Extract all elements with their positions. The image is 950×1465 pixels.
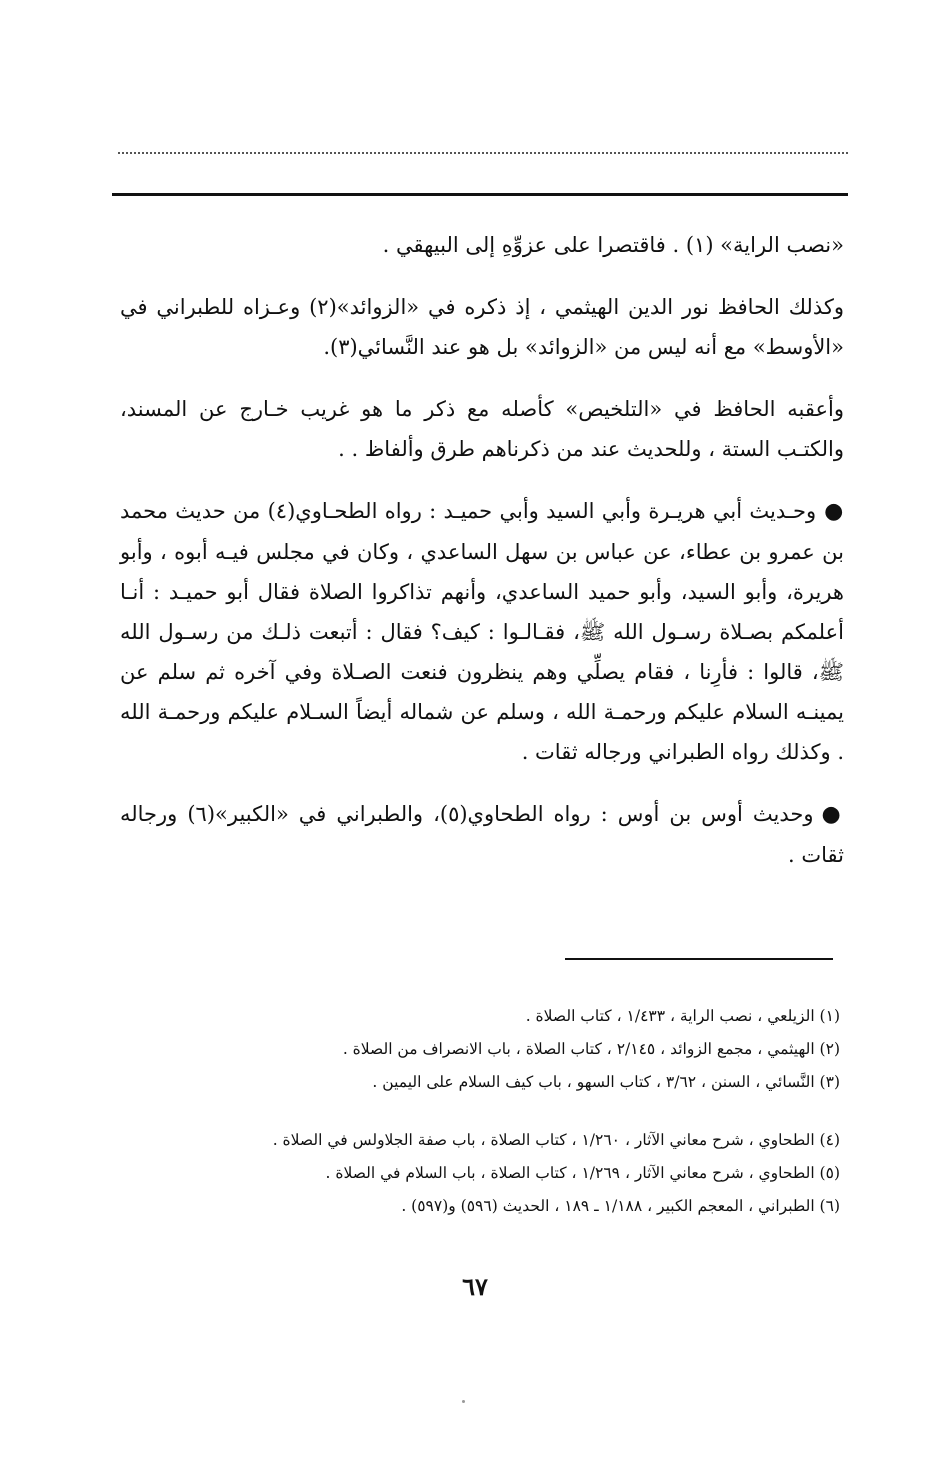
paragraph-3: وأعقبه الحافظ في «التلخيص» كأصله مع ذكر ما هو غريب خـارج عن المسند، والكتـب الستة ، وللحديث عند من ذكرناهم طرق وألفاظ . . — [120, 397, 844, 461]
paragraph-2: وكذلك الحافظ نور الدين الهيثمي ، إذ ذكره في «الزوائد»(٢) وعـزاه للطبراني في «الأوسط» مع أنه ليس من «الزوائد» بل هو عند النَّسائي(٣). — [120, 295, 844, 359]
paragraph-5-text: وحديث أوس بن أوس : رواه الطحاوي(٥)، والطبراني في «الكبير»(٦) ورجاله ثقات . — [120, 802, 844, 867]
footnote-3: (٣) النَّسائي ، السنن ، ٣/٦٢ ، كتاب السهو ، باب كيف السلام على اليمين . — [372, 1073, 840, 1091]
paragraph-1: «نصب الراية» (١) . فاقتصرا على عزوِّهِ إلى البيهقي . — [382, 233, 844, 257]
footnote-4: (٤) الطحاوي ، شرح معاني الآثار ، ١/٢٦٠ ، كتاب الصلاة ، باب صفة الجلاولس في الصلاة . — [272, 1131, 840, 1149]
top-dotted-line — [118, 152, 848, 154]
paragraph-4-text: وحـديث أبي هريـرة وأبي السيد وأبي حميـد : رواه الطحـاوي(٤) من حديث محمد بن عمرو بن عطاء، عن عباس بن سهل الساعدي ، وكان في مجلس فيـه أبوه ، وأبو هريرة، وأبو السيد، وأبو حميد الساعدي، وأنهم تذاكروا الصلاة فقال أبو حميـد : أنـا أعلمكم بصـلاة رسـول الله ﷺ، فقـالـوا : كيف؟ فقال : أتبعت ذلـك من رسـول الله ﷺ، قالوا : فأرِنا ، فقام يصلِّي وهم ينظرون فنعت الصـلاة وفي آخره ثم سلم عن يمينـه السلام عليكم ورحمـة الله ، وسلم عن شماله أيضاً السـلام عليكم ورحمـة الله . وكذلك رواه الطبراني ورجاله ثقات . — [120, 499, 844, 764]
footnote-5: (٥) الطحاوي ، شرح معاني الآثار ، ١/٢٦٩ ، كتاب الصلاة ، باب السلام في الصلاة . — [325, 1164, 840, 1182]
bullet-icon: ● — [824, 499, 844, 524]
paragraph-5 — [120, 794, 844, 875]
footnote-separator — [565, 958, 833, 960]
footnote-1: (١) الزيلعي ، نصب الراية ، ١/٤٣٣ ، كتاب الصلاة . — [525, 1007, 840, 1025]
bullet-icon: ● — [821, 802, 845, 827]
scan-speck — [462, 1400, 465, 1403]
footnote-6: (٦) الطبراني ، المعجم الكبير ، ١/١٨٨ ـ ١٨٩ ، الحديث (٥٩٦) و(٥٩٧) . — [401, 1197, 840, 1215]
page-number: ٦٧ — [462, 1272, 488, 1301]
footnote-gap — [120, 1099, 840, 1124]
footnote-2: (٢) الهيثمي ، مجمع الزوائد ، ٢/١٤٥ ، كتاب الصلاة ، باب الانصراف من الصلاة . — [342, 1040, 840, 1058]
main-text — [120, 225, 844, 897]
paragraph-4 — [120, 491, 844, 772]
footnotes — [120, 1000, 840, 1223]
header-rule — [112, 193, 848, 196]
